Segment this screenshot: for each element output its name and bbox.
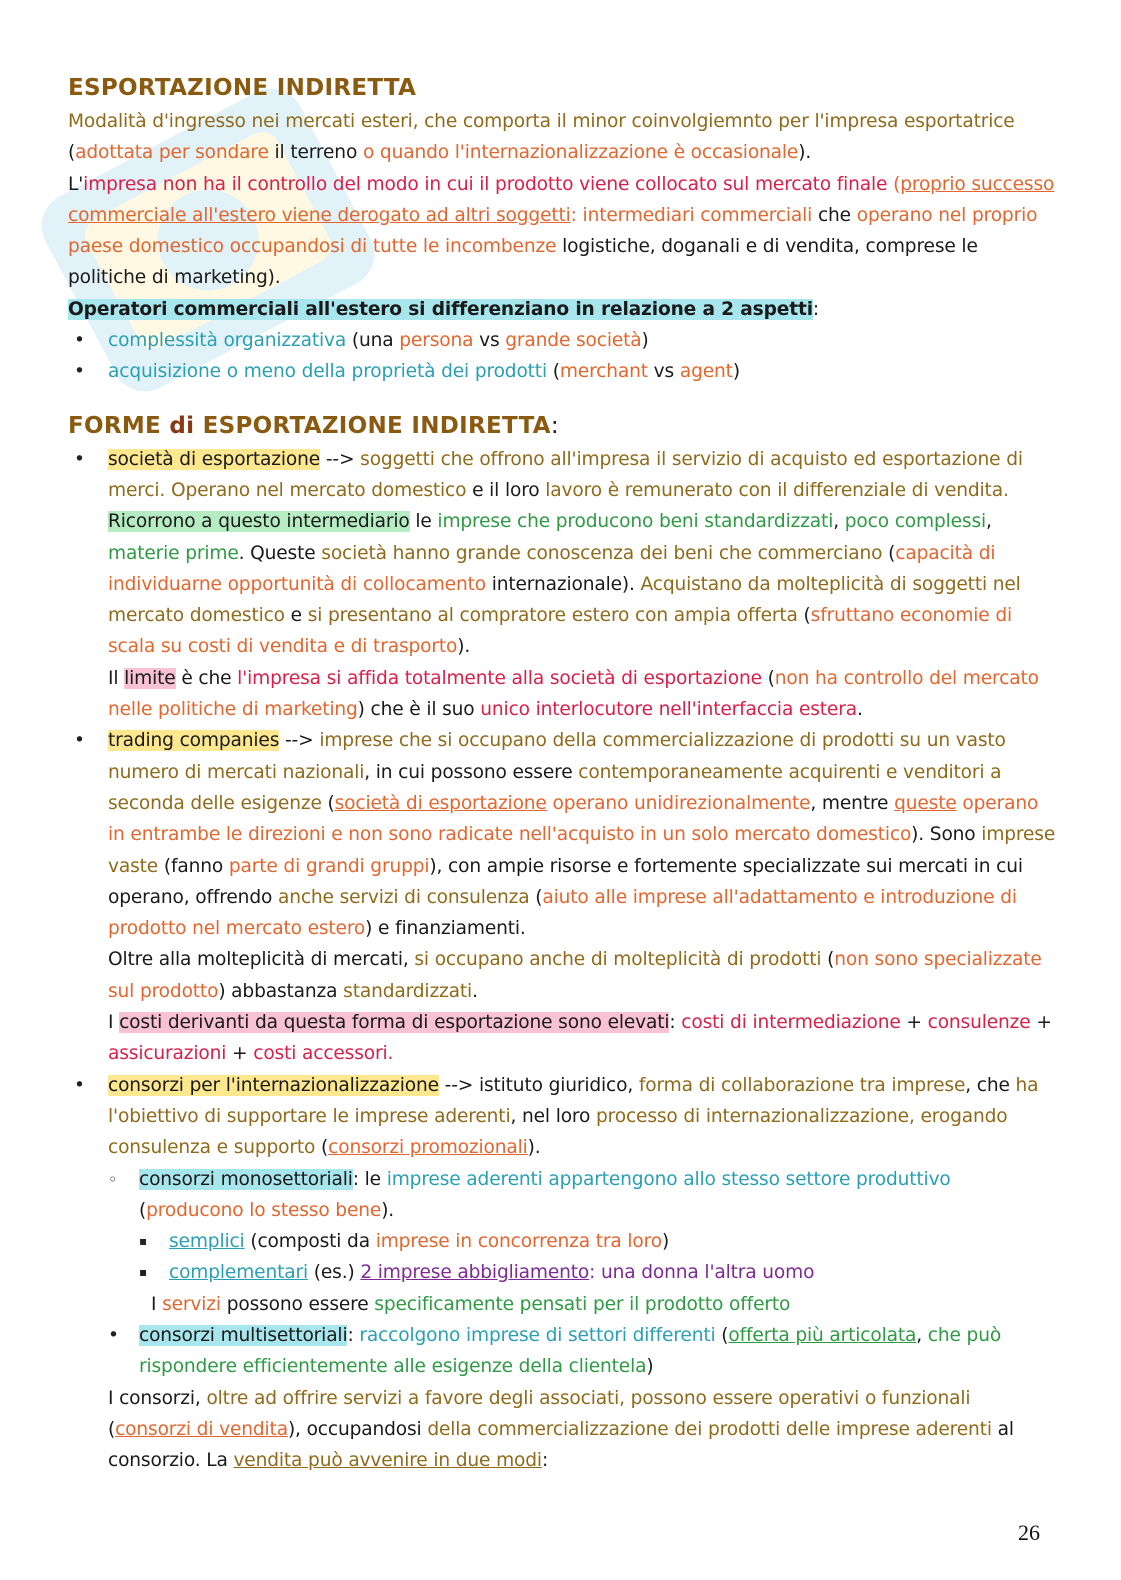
societa-limit-paragraph: Il limite è che l'impresa si affida totalmente alla società di esportazione (non ha controllo del mercato nelle politiche di marketing) che è il suo unico interlocutore nell'interfaccia estera.	[108, 667, 1039, 721]
heading-forme-esportazione: FORME di ESPORTAZIONE INDIRETTA:	[68, 412, 559, 439]
list-item-consorzi: • consorzi per l'internazionalizzazione --> istituto giuridico, forma di collaborazione tra imprese, che ha l'obiettivo di supportare le imprese aderenti, nel loro processo di internazionalizzazione, erogando consulenza e supporto (consorzi promozionali). ◦ consorzi monosettoriali: le imprese aderenti appartengono allo stesso settore produttivo (producono lo stesso bene). ▪ semplici (composti da imprese in concorrenza tra loro) ▪ complementari (es.) 2 imprese abbigliamento: una donna l'altra uomo I servizi possono essere specificamente pensati per il prodotto offerto • consorzi multisettoriali: raccolgono imprese di settori differenti (offerta più articolata, che può rispondere efficientemente alle esigenze della clientela)	[68, 1070, 1058, 1383]
list-item-societa-esportazione: • società di esportazione --> soggetti che offrono all'impresa il servizio di acquisto ed esportazione di merci. Operano nel mercato domestico e il loro lavoro è remunerato con il differenziale di vendita. Ricorrono a questo intermediario le imprese che producono beni standardizzati, poco complessi, materie prime. Queste società hanno grande conoscenza dei beni che commerciano (capacità di individuarne opportunità di collocamento internazionale). Acquistano da molteplicità di soggetti nel mercato domestico e si presentano al compratore estero con ampia offerta (sfruttano economie di scala su costi di vendita e di trasporto). Il limite è che l'impresa si affida totalmente alla società di esportazione (non ha controllo del mercato nelle politiche di marketing) che è il suo unico interlocutore nell'interfaccia estera.	[68, 444, 1058, 726]
consorzi-types-list	[108, 1164, 1058, 1383]
heading-esportazione-indiretta: ESPORTAZIONE INDIRETTA	[68, 75, 417, 101]
monosettoriali-sublist	[139, 1226, 1058, 1289]
trading-costi-paragraph: I costi derivanti da questa forma di esportazione sono elevati: costi di intermediazione + consulenze + assicurazioni + costi accessori.	[108, 1012, 1052, 1065]
trading-molteplicita-paragraph: Oltre alla molteplicità di mercati, si occupano anche di molteplicità di prodotti (non sono specializzate sul prodotto) abbastanza standardizzati.	[108, 949, 1042, 1002]
list-item-monosettoriali: ◦ consorzi monosettoriali: le imprese aderenti appartengono allo stesso settore produttivo (producono lo stesso bene). ▪ semplici (composti da imprese in concorrenza tra loro) ▪ complementari (es.) 2 imprese abbigliamento: una donna l'altra uomo I servizi possono essere specificamente pensati per il prodotto offerto	[108, 1164, 1058, 1320]
list-item-acquisizione: • acquisizione o meno della proprietà dei prodotti (merchant vs agent)	[68, 356, 1058, 387]
list-item-multisettoriali: • consorzi multisettoriali: raccolgono imprese di settori differenti (offerta più articolata, che può rispondere efficientemente alle esigenze della clientela)	[108, 1320, 1058, 1383]
consorzi-closing-paragraph: I consorzi, oltre ad offrire servizi a favore degli associati, possono essere operativi o funzionali (consorzi di vendita), occupandosi della commercializzazione dei prodotti delle imprese aderenti al consorzio. La vendita può avvenire in due modi:	[108, 1387, 1014, 1472]
operators-title: Operatori commerciali all'estero si differenziano in relazione a 2 aspetti:	[68, 298, 820, 320]
list-item-complessita: • complessità organizzativa (una persona vs grande società)	[68, 325, 1058, 356]
intro-paragraph: Modalità d'ingresso nei mercati esteri, che comporta il minor coinvolgiemnto per l'impresa esportatrice (adottata per sondare il terreno o quando l'internazionalizzazione è occasionale). L'impresa non ha il controllo del modo in cui il prodotto viene collocato sul mercato finale (proprio successo commerciale all'estero viene derogato ad altri soggetti: intermediari commerciali che operano nel proprio paese domestico occupandosi di tutte le incombenze logistiche, doganali e di vendita, comprese le politiche di marketing).	[68, 111, 1055, 289]
monosettoriali-note: I servizi possono essere specificamente pensati per il prodotto offerto	[151, 1293, 791, 1315]
document-content	[68, 70, 1058, 1476]
operators-list	[68, 325, 1058, 388]
list-item-trading-companies: • trading companies --> imprese che si occupano della commercializzazione di prodotti su un vasto numero di mercati nazionali, in cui possono essere contemporaneamente acquirenti e venditori a seconda delle esigenze (società di esportazione operano unidirezionalmente, mentre queste operano in entrambe le direzioni e non sono radicate nell'acquisto in un solo mercato domestico). Sono imprese vaste (fanno parte di grandi gruppi), con ampie risorse e fortemente specializzate sui mercati in cui operano, offrendo anche servizi di consulenza (aiuto alle imprese all'adattamento e introduzione di prodotto nel mercato estero) e finanziamenti. Oltre alla molteplicità di mercati, si occupano anche di molteplicità di prodotti (non sono specializzate sul prodotto) abbastanza standardizzati. I costi derivanti da questa forma di esportazione sono elevati: costi di intermediazione + consulenze + assicurazioni + costi accessori.	[68, 725, 1058, 1069]
list-item-complementari: ▪ complementari (es.) 2 imprese abbigliamento: una donna l'altra uomo	[139, 1257, 1058, 1288]
page-number: 26	[1018, 1520, 1040, 1545]
forme-list	[68, 444, 1058, 1383]
list-item-semplici: ▪ semplici (composti da imprese in concorrenza tra loro)	[139, 1226, 1058, 1257]
